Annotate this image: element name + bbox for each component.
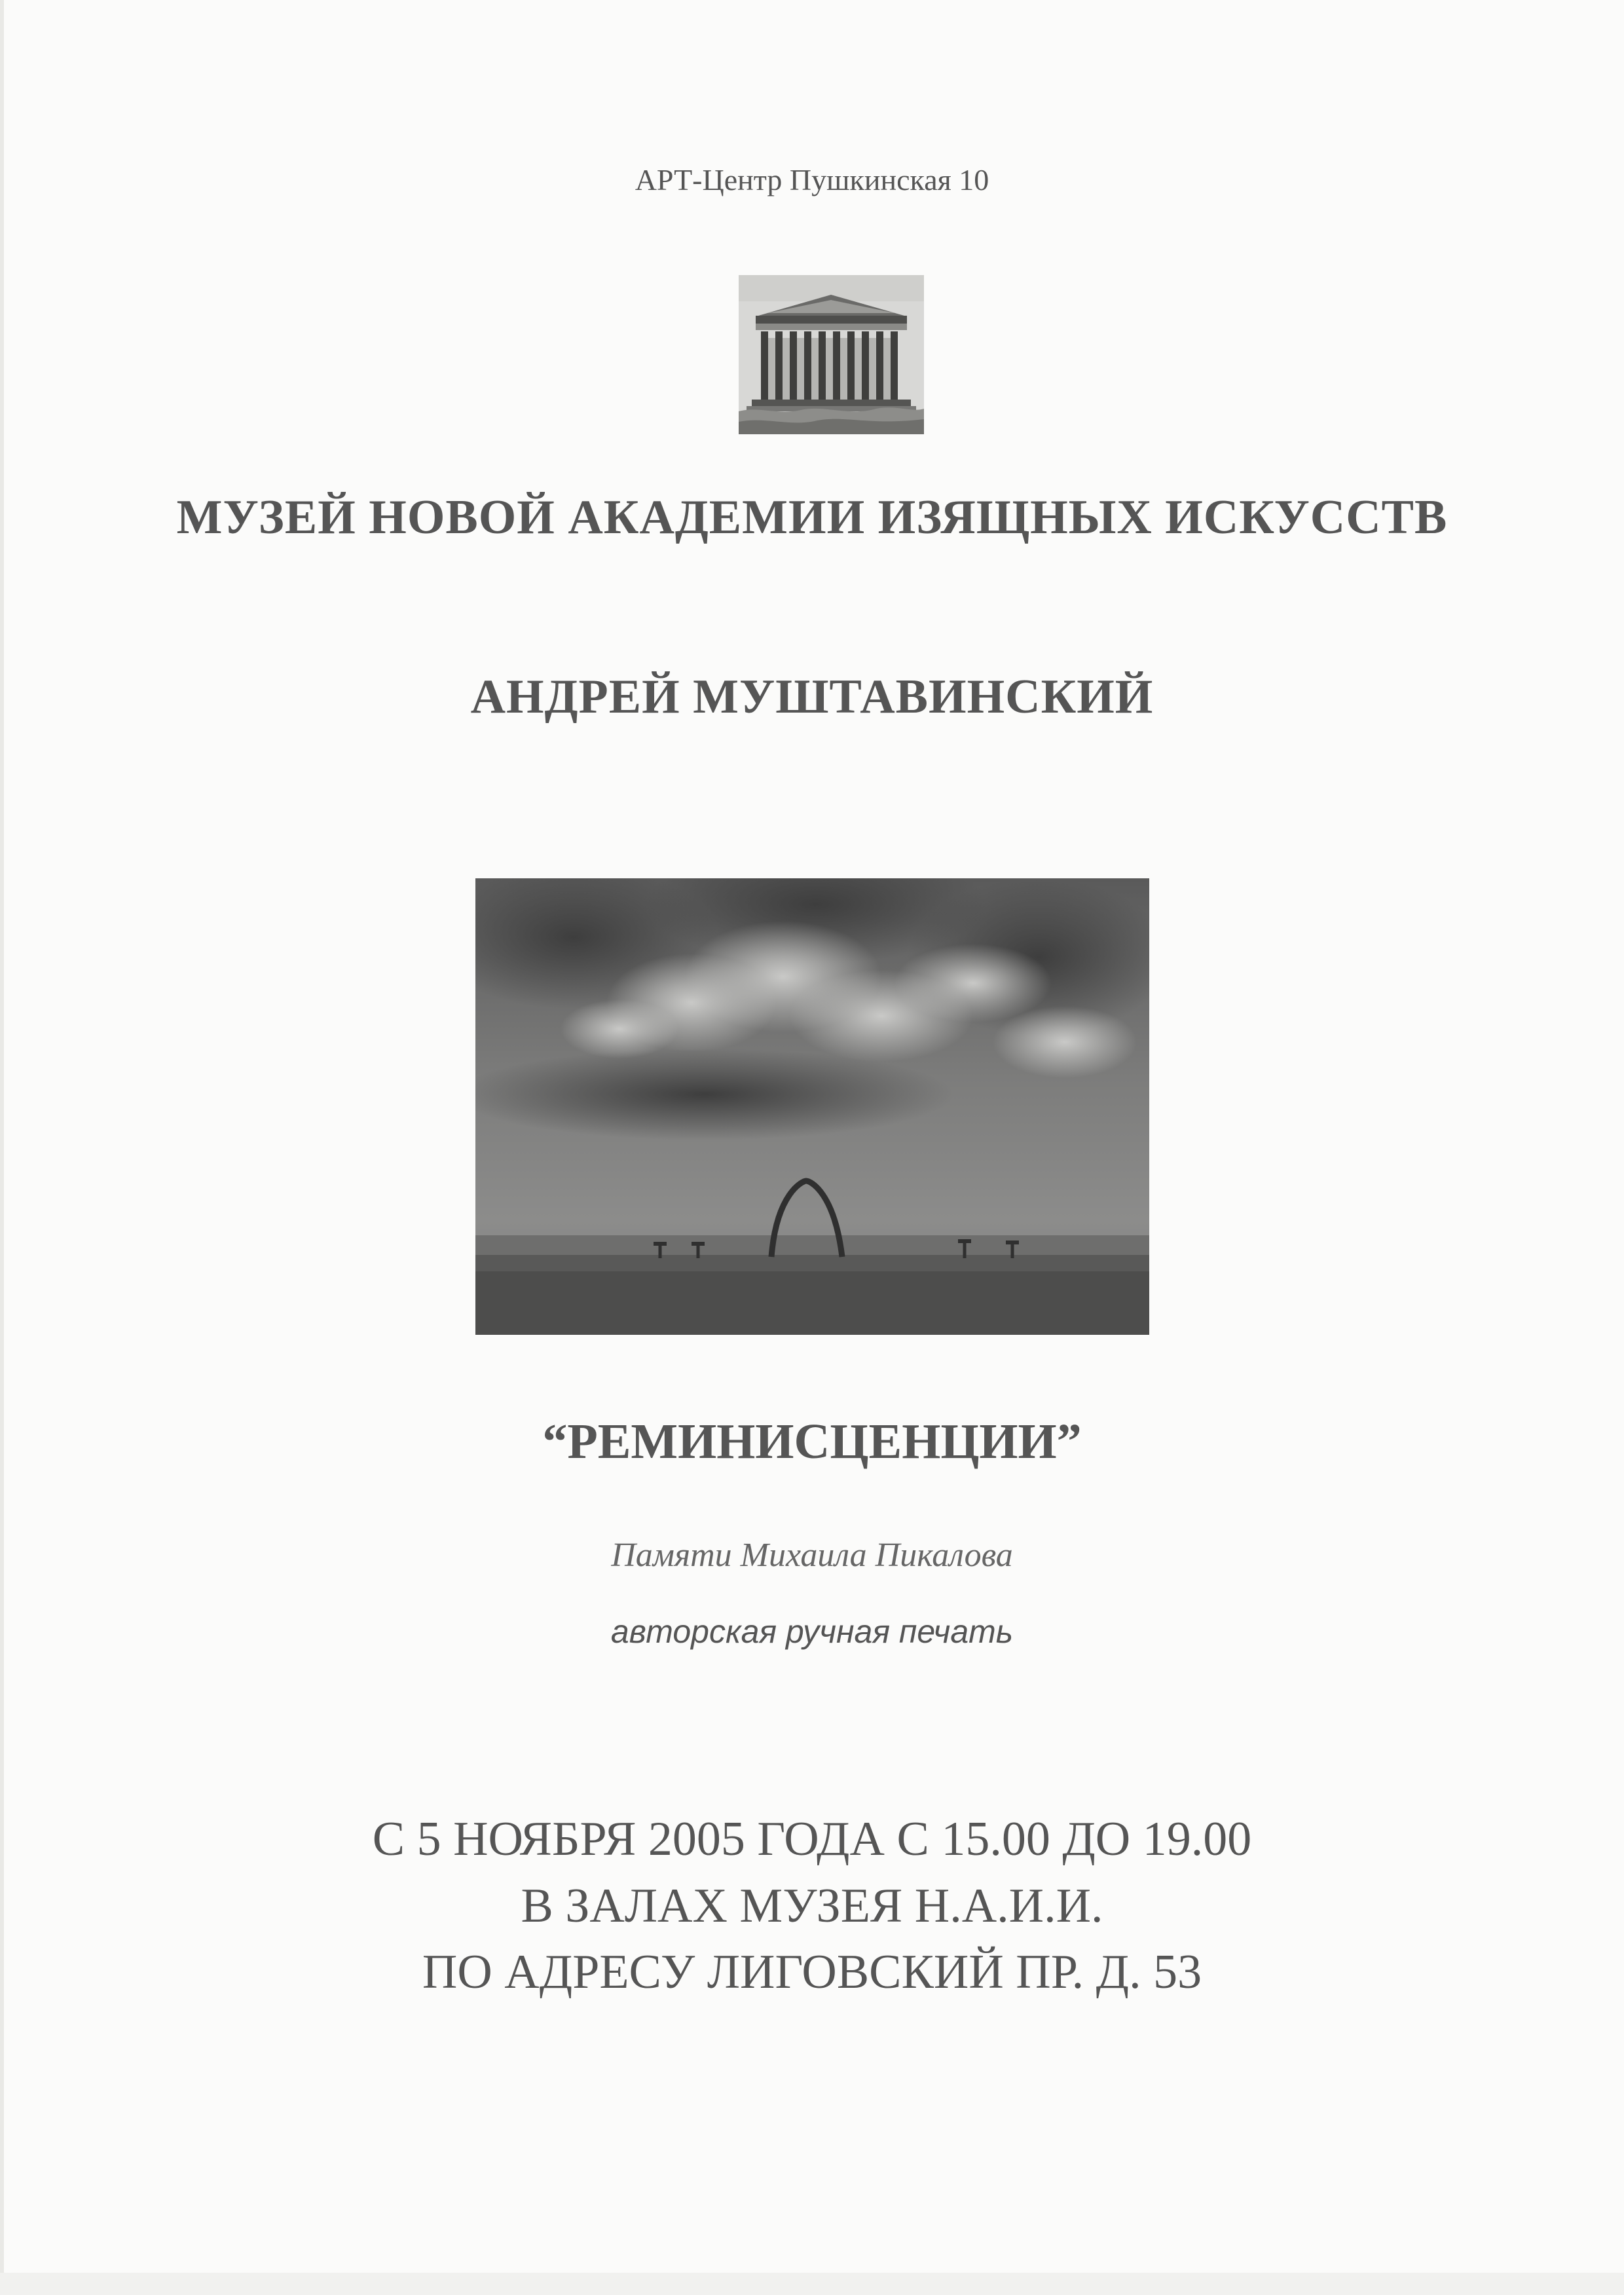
museum-name: МУЗЕЙ НОВОЙ АКАДЕМИИ ИЗЯЩНЫХ ИСКУССТВ — [176, 491, 1448, 544]
dedication: Памяти Михаила Пикалова — [611, 1537, 1013, 1574]
venue-name: АРТ-Центр Пушкинская 10 — [635, 163, 989, 196]
artist-name: АНДРЕЙ МУШТАВИНСКИЙ — [470, 670, 1154, 724]
technique: авторская ручная печать — [610, 1613, 1014, 1650]
exhibition-title: “РЕМИНИСЦЕНЦИИ” — [542, 1414, 1082, 1469]
greek-temple-icon — [739, 275, 924, 434]
event-date-time: С 5 НОЯБРЯ 2005 ГОДА С 15.00 ДО 19.00 — [372, 1812, 1252, 1866]
event-location: В ЗАЛАХ МУЗЕЯ Н.А.И.И. — [521, 1879, 1103, 1933]
cloudy-sky-with-arch-photo — [475, 878, 1149, 1335]
event-address: ПО АДРЕСУ ЛИГОВСКИЙ ПР. Д. 53 — [422, 1945, 1202, 1999]
paper-bottom-edge — [0, 2273, 1624, 2295]
